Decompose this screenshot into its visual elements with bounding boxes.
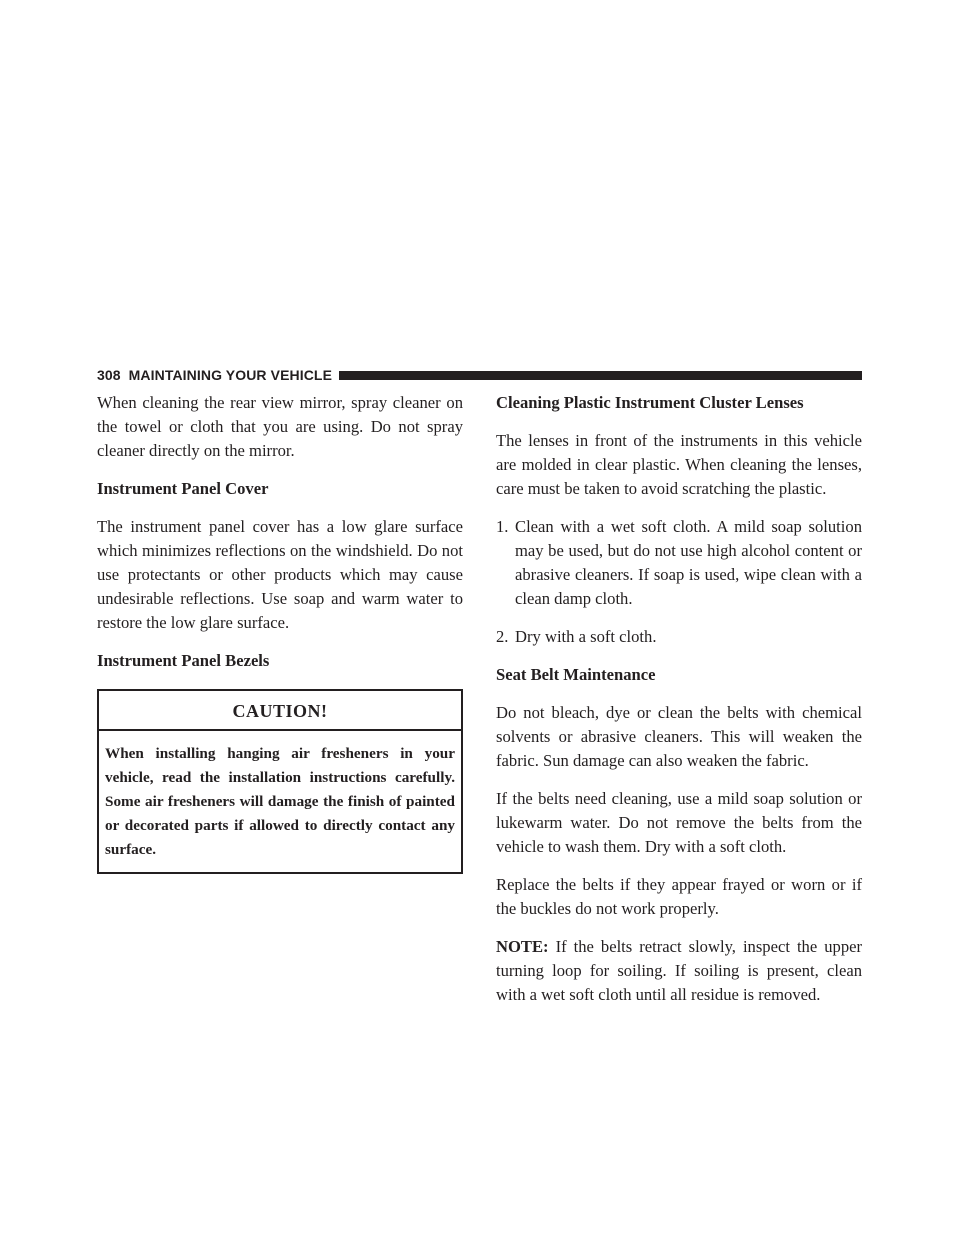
page-number: 308 [97,367,121,383]
mirror-cleaning-paragraph: When cleaning the rear view mirror, spray cleaner on the towel or cloth that you are using. Do not spray cleaner directly on the mirror. [97,393,463,460]
list-item [496,625,862,649]
seat-belt-paragraph-3: Replace the belts if they appear frayed or worn or if the buckles do not work properly. [496,875,862,918]
list-item [496,515,862,611]
list-item-text: Dry with a soft cloth. [515,627,657,646]
instrument-panel-bezels-heading: Instrument Panel Bezels [97,651,270,670]
right-column [496,391,862,1021]
left-column [97,391,463,874]
note-paragraph [496,935,862,1007]
header-rule [339,371,862,380]
seat-belt-maintenance-heading: Seat Belt Maintenance [496,665,656,684]
list-item-number: 2. [496,627,509,646]
caution-text: When installing hanging air fresheners in your vehicle, read the installation instructions carefully. Some air fresheners will damage the finish of painted or decorated parts if allowed to directly contact any surface. [105,745,455,858]
section-title: MAINTAINING YOUR VEHICLE [128,367,333,383]
list-item-number: 1. [496,517,509,536]
list-item-text: Clean with a wet soft cloth. A mild soap solution may be used, but do not use high alcohol content or abrasive cleaners. If soap is used, wipe clean with a clean damp cloth. [515,517,862,608]
lenses-heading: Cleaning Plastic Instrument Cluster Lenses [496,393,804,412]
lenses-paragraph: The lenses in front of the instruments in this vehicle are molded in clear plastic. When cleaning the lenses, care must be taken to avoid scratching the plastic. [496,431,862,498]
seat-belt-paragraph-2: If the belts need cleaning, use a mild soap solution or lukewarm water. Do not remove the belts from the vehicle to wash them. Dry with a soft cloth. [496,789,862,856]
instrument-panel-cover-heading: Instrument Panel Cover [97,479,269,498]
note-label: NOTE: [496,937,549,956]
caution-box [97,689,463,874]
seat-belt-paragraph-1: Do not bleach, dye or clean the belts with chemical solvents or abrasive cleaners. This will weaken the fabric. Sun damage can also weaken the fabric. [496,703,862,770]
note-text: If the belts retract slowly, inspect the upper turning loop for soiling. If soiling is present, clean with a wet soft cloth until all residue is removed. [496,937,863,1004]
caution-title: CAUTION! [99,691,461,731]
page-header [97,365,862,385]
instrument-panel-cover-paragraph: The instrument panel cover has a low glare surface which minimizes reflections on the windshield. Do not use protectants or other products which may cause undesirable reflections. Use soap and warm water to restore the low glare surface. [97,517,463,632]
